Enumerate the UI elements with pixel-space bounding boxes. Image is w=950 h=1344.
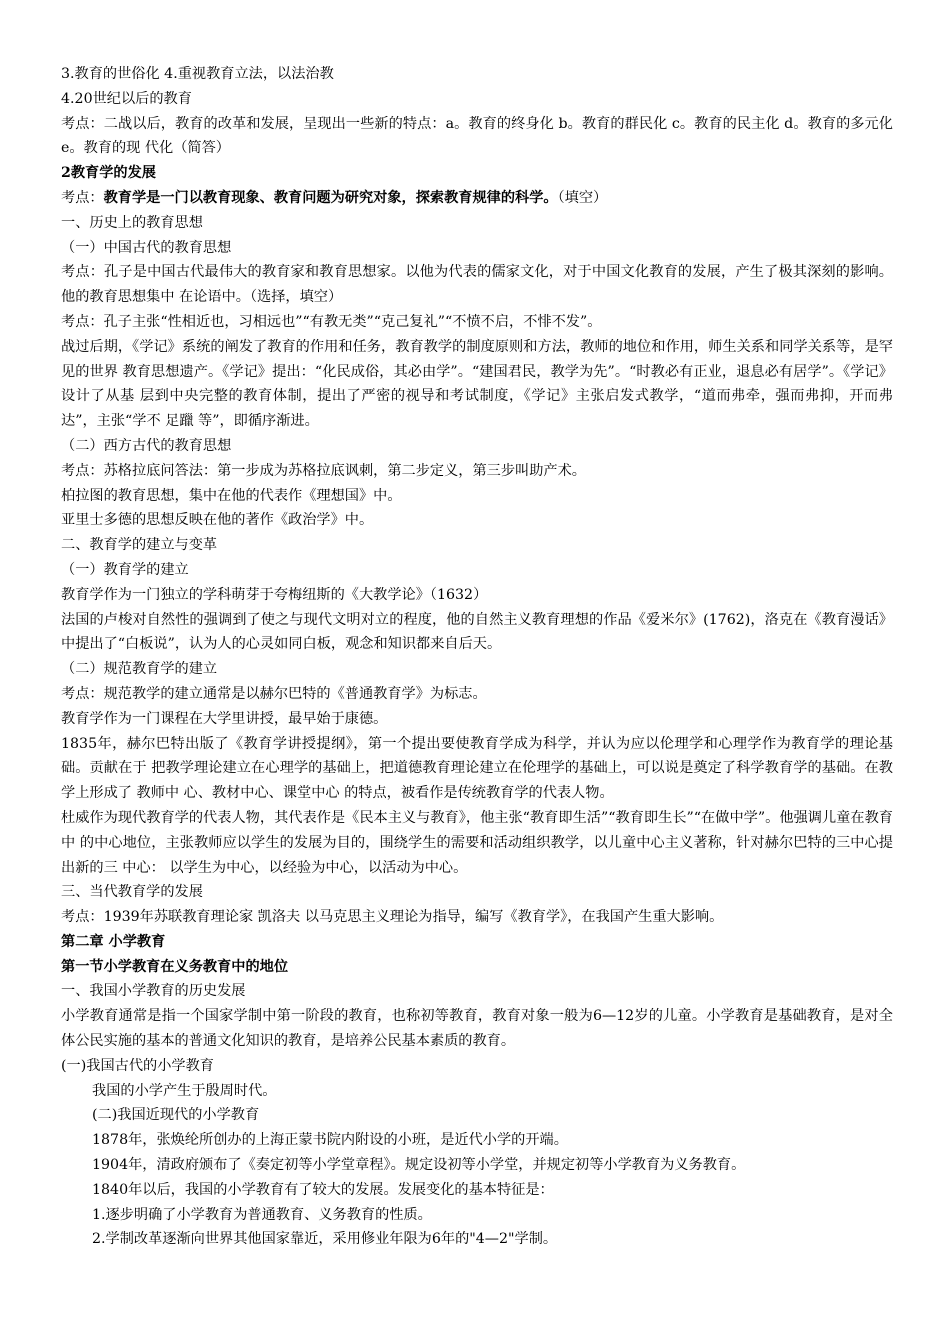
paragraph: 杜威作为现代教育学的代表人物，其代表作是《民本主义与教育》，他主张“教育即生活”“教育即生长”“在做中学”。他强调儿童在教育中 的中心地位，主张教师应以学生的发展为目的，围绕学生的需要和活动组织教学，以儿童中心主义著称，针对赫尔巴特的三中心提出新的三 中心： 以学生为中心，以经验为中心，以活动为中心。 <box>61 809 893 876</box>
emphasized-definition: 教育学是一门以教育现象、教育问题为研究对象，探索教育规律的科学。 <box>103 189 558 206</box>
paragraph: 考点：1939年苏联教育理论家 凯洛夫 以马克思主义理论为指导，编写《教育学》，在我国产生重大影响。 <box>61 909 724 926</box>
paragraph: 考点：规范教学的建立通常是以赫尔巴特的《普通教育学》为标志。 <box>61 685 487 702</box>
paragraph: 1840年以后，我国的小学教育有了较大的发展。发展变化的基本特征是： <box>92 1181 554 1198</box>
paragraph: 我国的小学产生于殷周时代。 <box>92 1082 277 1099</box>
paragraph: （一）中国古代的教育思想 <box>61 239 232 256</box>
paragraph: 1878年，张焕纶所创办的上海正蒙书院内附设的小班，是近代小学的开端。 <box>92 1132 568 1149</box>
paragraph: 考点：苏格拉底问答法：第一步成为苏格拉底讽刺，第二步定义，第三步叫助产术。 <box>61 462 586 479</box>
paragraph: 1835年，赫尔巴特出版了《教育学讲授提纲》，第一个提出要使教育学成为科学，并认为应以伦理学和心理学作为教育学的理论基础。贡献在于 把教学理论建立在心理学的基础上，把道德教育理论建立在伦理学的基础上，可以说是奠定了科学教育学的基础。在教学上形成了 教师中 心、教材中心、课堂中心 的特点，被看作是传统教育学的代表人物。 <box>61 735 893 802</box>
paragraph: 战过后期，《学记》系统的阐发了教育的作用和任务，教育教学的制度原则和方法，教师的地位和作用，师生关系和同学关系等，是罕见的世界 教育思想遗产。《学记》提出：“化民成俗，其必由学”。“建国君民，教学为先”。“时教必有正业，退息必有居学”。《学记》设计了从基 层到中央完整的教育体制，提出了严密的视导和考试制度，《学记》主张启发式教学，“道而弗牵，强而弗抑，开而弗达”，主张“学不 足躐 等”，即循序渐进。 <box>61 338 893 430</box>
paragraph: （一）教育学的建立 <box>61 561 189 578</box>
document-body <box>61 62 893 1252</box>
paragraph: （二）西方古代的教育思想 <box>61 437 232 454</box>
paragraph-suffix: （填空） <box>557 189 608 206</box>
paragraph: 1904年，清政府颁布了《奏定初等小学堂章程》。规定设初等小学堂，并规定初等小学教育为义务教育。 <box>92 1157 746 1174</box>
paragraph: （二）规范教育学的建立 <box>61 661 218 678</box>
paragraph: 法国的卢梭对自然性的强调到了使之与现代文明对立的程度，他的自然主义教育理想的作品《爱米尔》(1762)，洛克在《教育漫话》中提出了“白板说”，认为人的心灵如同白板，观念和知识都来自后天。 <box>61 611 893 653</box>
section-heading: 第二章 小学教育 <box>61 933 166 950</box>
paragraph: (一)我国古代的小学教育 <box>61 1057 214 1074</box>
paragraph: (二)我国近现代的小学教育 <box>92 1107 260 1124</box>
paragraph: 考点：孔子是中国古代最伟大的教育家和教育思想家。以他为代表的儒家文化，对于中国文化教育的发展，产生了极其深刻的影响。他的教育思想集中 在论语中。（选择，填空） <box>61 264 893 306</box>
paragraph: 教育学作为一门独立的学科萌芽于夸梅纽斯的《大教学论》（1632） <box>61 586 488 603</box>
paragraph: 考点：孔子主张“性相近也，习相远也”“有教无类”“克己复礼”“不愤不启，不悱不发”。 <box>61 313 602 330</box>
paragraph: 2.学制改革逐渐向世界其他国家靠近，采用修业年限为6年的"4—2"学制。 <box>92 1231 558 1248</box>
paragraph: 3.教育的世俗化 4.重视教育立法，以法治教 <box>61 66 334 82</box>
section-heading: 第一节小学教育在义务教育中的地位 <box>61 958 289 975</box>
paragraph: 教育学作为一门课程在大学里讲授，最早始于康德。 <box>61 710 388 727</box>
paragraph: 亚里士多德的思想反映在他的著作《政治学》中。 <box>61 512 374 529</box>
paragraph: 三、当代教育学的发展 <box>61 884 203 901</box>
paragraph: 考点：二战以后，教育的改革和发展，呈现出一些新的特点：a。教育的终身化 b。教育的群民化 c。教育的民主化 d。教育的多元化 e。教育的现 代化（简答） <box>61 115 893 157</box>
paragraph: 一、我国小学教育的历史发展 <box>61 983 246 1000</box>
section-heading: 2教育学的发展 <box>61 165 156 182</box>
paragraph: 1.逐步明确了小学教育为普通教育、义务教育的性质。 <box>92 1206 432 1223</box>
paragraph-prefix: 考点： <box>61 189 104 206</box>
paragraph: 柏拉图的教育思想，集中在他的代表作《理想国》中。 <box>61 487 402 504</box>
paragraph: 一、历史上的教育思想 <box>61 214 203 231</box>
paragraph <box>61 186 893 211</box>
paragraph: 小学教育通常是指一个国家学制中第一阶段的教育，也称初等教育，教育对象一般为6—12岁的儿童。小学教育是基础教育，是对全体公民实施的基本的普通文化知识的教育，是培养公民基本素质的教育。 <box>61 1008 893 1050</box>
paragraph: 4.20世纪以后的教育 <box>61 90 192 107</box>
paragraph: 二、教育学的建立与变革 <box>61 537 218 554</box>
